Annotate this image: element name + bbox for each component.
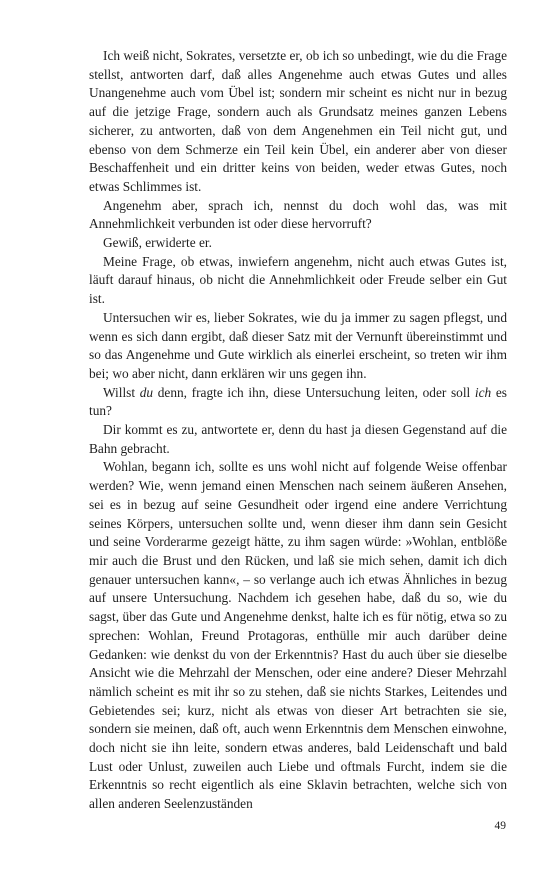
body-paragraph bbox=[89, 384, 507, 421]
body-paragraph bbox=[89, 234, 507, 253]
body-paragraph bbox=[89, 309, 507, 384]
body-paragraph bbox=[89, 197, 507, 234]
body-paragraph bbox=[89, 421, 507, 458]
page-body bbox=[89, 47, 507, 814]
paragraph-text: Wohlan, begann ich, sollte es uns wohl nicht auf folgende Weise offenbar werden? Wie, wenn jemand einen Menschen nach seinem äußeren Ansehen, sei es in bezug auf seine Gesundheit oder irgend eine andere Verrichtung seines Körpers, untersuchen sollte und, wenn dieser ihm dann sein Gesicht und seine Vorderarme gezeigt hätte, zu ihm sagen würde: »Wohlan, entblöße mir auch die Brust und den Rücken, und laß sie mich sehen, damit ich dich genauer untersuchen kann«, – so verlange auch ich etwas Ähnliches in bezug auf unsere Untersuchung. Nachdem ich gesehen habe, daß du so, wie du sagst, über das Gute und Angenehme denkst, halte ich es für nötig, etwa so zu sprechen: Wohlan, Freund Protagoras, enthülle mir auch darüber deine Gedanken: wie denkst du von der Erkenntnis? Hast du auch über sie dieselbe Ansicht wie die Mehrzahl der Menschen, oder eine andere? Dieser Mehrzahl nämlich scheint es mit ihr so zu stehen, daß sie nichts Starkes, Leitendes und Gebietendes sei; kurz, nicht als etwas von dieser Art betrachten sie sie, sondern sie meinen, daß oft, auch wenn Erkenntnis dem Menschen einwohne, doch nicht sie ihn leite, sondern etwas anderes, bald Leidenschaft und bald Lust oder Unlust, zuweilen auch Liebe und oftmals Furcht, indem sie die Erkenntnis so recht eigentlich als eine Sklavin betrachten, welche sich von allen anderen Seelenzuständen bbox=[89, 459, 507, 812]
paragraph-text: denn, fragte ich ihn, diese Untersuchung leiten, oder soll bbox=[153, 384, 475, 400]
paragraph-text: Meine Frage, ob etwas, inwiefern angenehm, nicht auch etwas Gutes ist, läuft darauf hinaus, ob nicht die Annehmlichkeit oder Freude selber ein Gut ist. bbox=[89, 253, 507, 307]
paragraph-text: Willst bbox=[103, 384, 140, 400]
emphasized-text: du bbox=[139, 384, 154, 400]
page-number: 49 bbox=[494, 820, 506, 832]
body-paragraph bbox=[89, 253, 507, 309]
paragraph-text: Angenehm aber, sprach ich, nennst du doch wohl das, was mit Annehmlichkeit verbunden ist oder diese hervorruft? bbox=[89, 197, 507, 232]
paragraph-text: Dir kommt es zu, antwortete er, denn du hast ja diesen Gegenstand auf die Bahn gebracht. bbox=[89, 422, 507, 456]
paragraph-text: Untersuchen wir es, lieber Sokrates, wie du ja immer zu sagen pflegst, und wenn es sich dann ergibt, daß dieser Satz mit der Vernunft übereinstimmt und so das Angenehme und Gute wirklich als einerlei erscheint, so treten wir ihm bei; wo aber nicht, dann erklären wir uns gegen ihn. bbox=[89, 309, 507, 381]
paragraph-text: Ich weiß nicht, Sokrates, versetzte er, ob ich so unbedingt, wie du die Frage stellst, antworten darf, daß alles Angenehme auch etwas Gutes und alles Unangenehme auch vom Übel ist; sondern mir scheint es nicht nur in bezug auf die jetzige Frage, sondern auch als Grundsatz meines ganzen Lebens sicherer, zu antworten, daß von dem Angenehmen ein Teil nicht gut, und ebenso von dem Schmerze ein Teil kein Übel, ein anderer aber von dieser Beschaffenheit und ein dritter keins von beiden, weder etwas Gutes, noch etwas Schlimmes ist. bbox=[89, 48, 507, 194]
body-paragraph bbox=[89, 458, 507, 813]
paragraph-text: es tun? bbox=[89, 384, 507, 419]
emphasized-text: ich bbox=[474, 384, 492, 400]
body-paragraph bbox=[89, 47, 507, 197]
paragraph-text: Gewiß, erwiderte er. bbox=[103, 235, 212, 251]
